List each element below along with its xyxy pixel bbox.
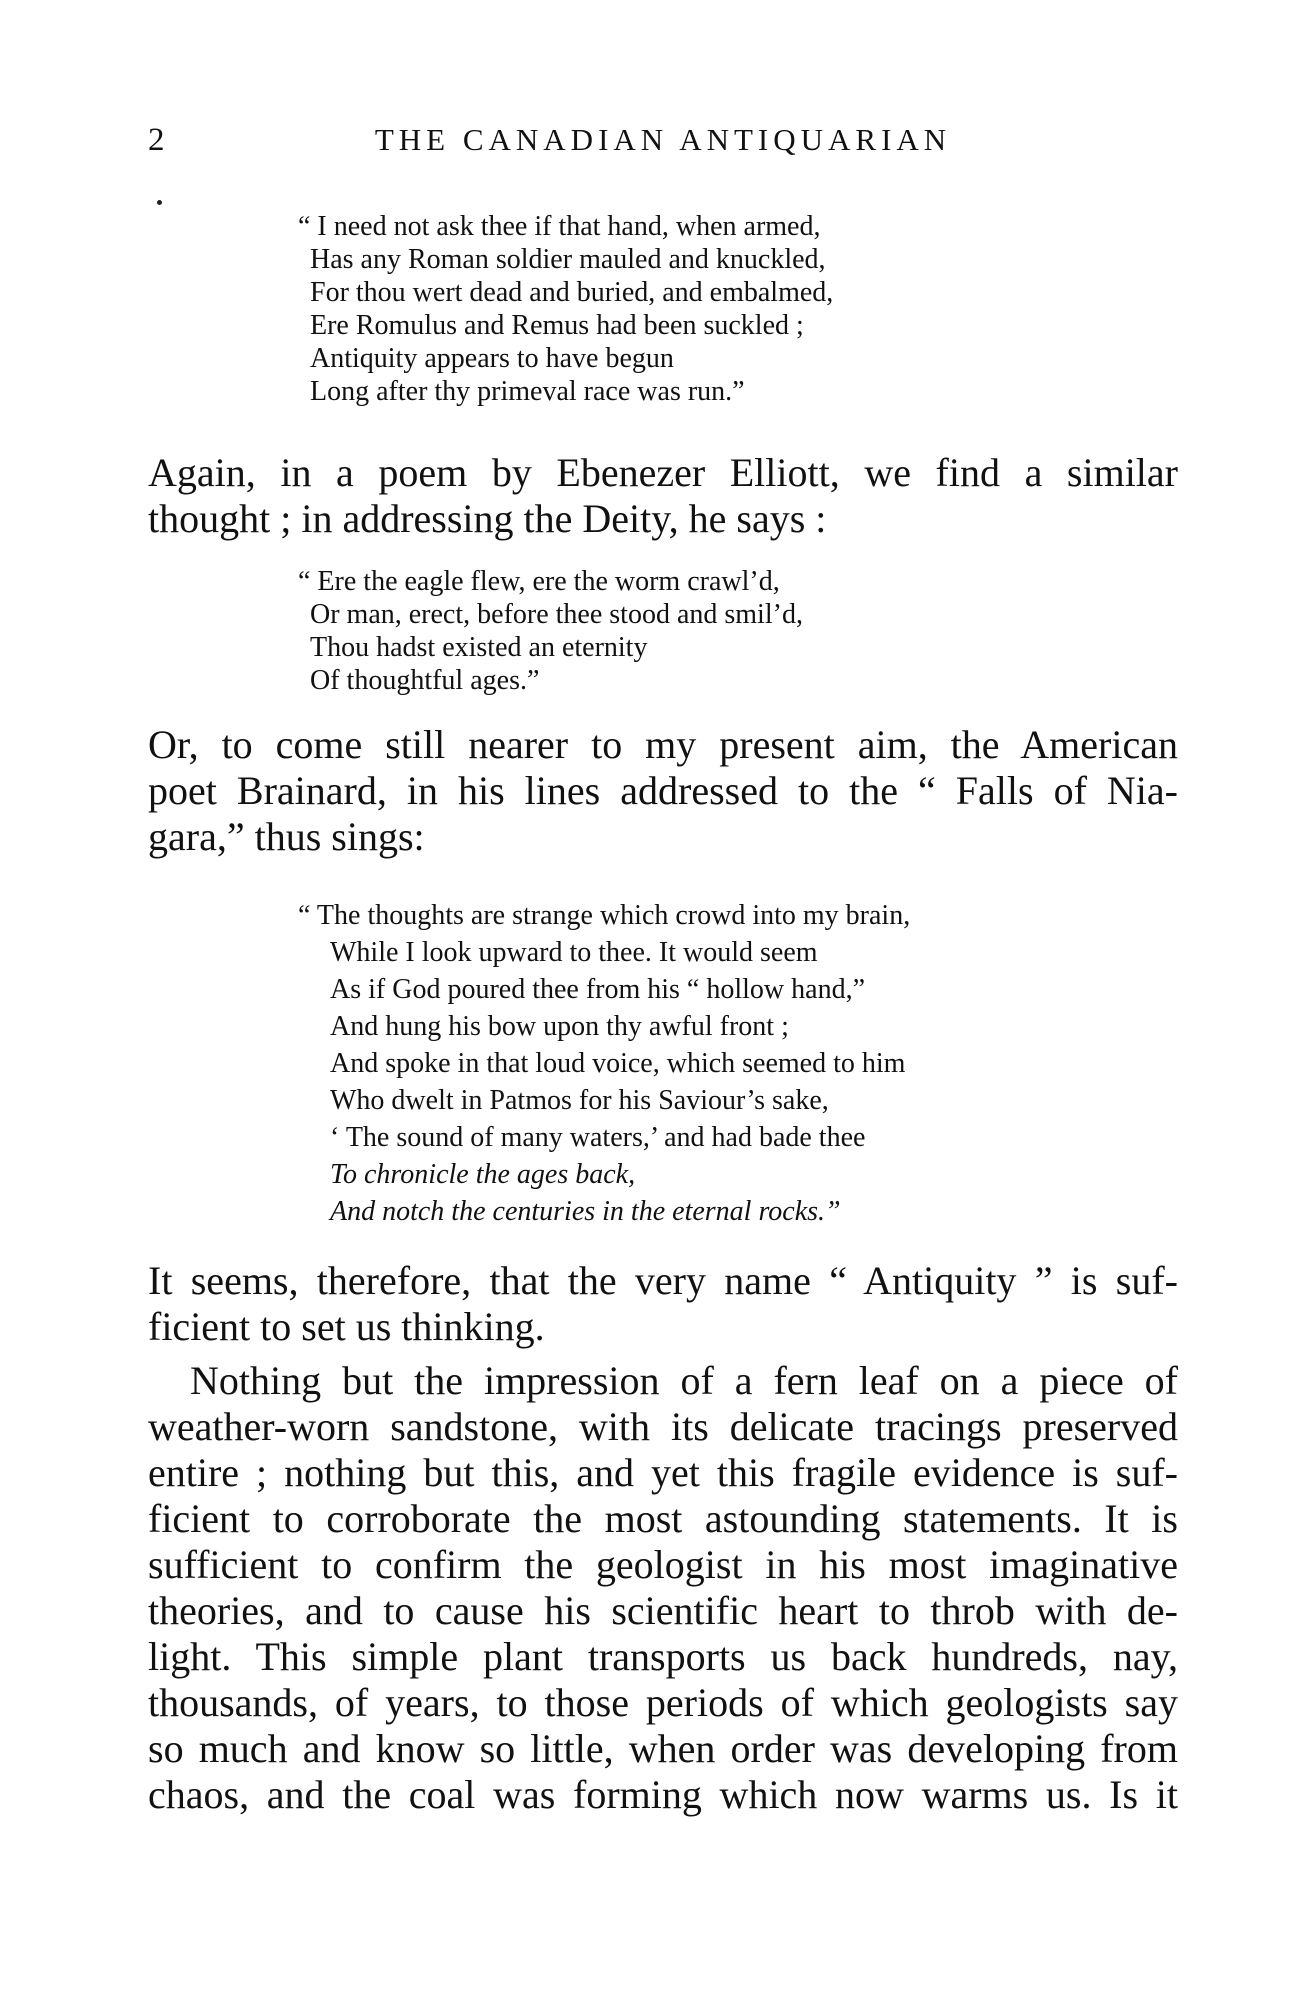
text-line: Nothing but the impression of a fern leaf on a piece of	[190, 1358, 1178, 1403]
verse-line: Has any Roman soldier mauled and knuckled,	[310, 244, 826, 275]
running-head: THE CANADIAN ANTIQUARIAN	[374, 122, 952, 157]
verse-line-italic: To chronicle the ages back,	[330, 1159, 636, 1190]
verse-line: Long after thy primeval race was run.”	[310, 376, 745, 407]
text-line: ficient to set us thinking.	[148, 1304, 545, 1349]
text-line: so much and know so little, when order was developing from	[148, 1726, 1178, 1771]
page-number: 2	[148, 122, 165, 158]
text-line: light. This simple plant transports us back hundreds, nay,	[148, 1634, 1178, 1679]
text-line: It seems, therefore, that the very name “ Antiquity ” is suf-	[148, 1258, 1178, 1303]
page-header	[148, 120, 1178, 160]
print-speck	[157, 200, 162, 205]
text-line: theories, and to cause his scientific heart to throb with de-	[148, 1588, 1178, 1633]
paragraph-elliott-intro	[148, 450, 1178, 542]
verse-line: While I look upward to thee. It would seem	[330, 937, 818, 968]
paragraph-fern-leaf	[148, 1358, 1178, 1818]
verse-line: Or man, erect, before thee stood and smil’d,	[310, 599, 803, 630]
verse-line: And hung his bow upon thy awful front ;	[330, 1011, 789, 1042]
verse-line: “ I need not ask thee if that hand, when armed,	[298, 211, 821, 242]
text-line: poet Brainard, in his lines addressed to the “ Falls of Nia-	[148, 768, 1178, 813]
text-line: weather-worn sandstone, with its delicate tracings preserved	[148, 1404, 1178, 1449]
verse-line: For thou wert dead and buried, and embalmed,	[310, 277, 834, 308]
verse-line: And spoke in that loud voice, which seemed to him	[330, 1048, 906, 1079]
text-line: Or, to come still nearer to my present aim, the American	[148, 722, 1178, 767]
verse-quotation-3	[298, 897, 910, 1230]
text-line: Again, in a poem by Ebenezer Elliott, we find a similar	[148, 450, 1178, 495]
text-line: sufficient to confirm the geologist in his most imaginative	[148, 1542, 1178, 1587]
verse-line: As if God poured thee from his “ hollow hand,”	[330, 974, 865, 1005]
verse-quotation-1	[298, 210, 833, 408]
text-line: gara,” thus sings:	[148, 814, 425, 859]
verse-line: ‘ The sound of many waters,’ and had bade thee	[330, 1122, 866, 1153]
verse-line-italic: And notch the centuries in the eternal rocks.”	[330, 1196, 841, 1227]
text-line: thousands, of years, to those periods of which geologists say	[148, 1680, 1178, 1725]
verse-line: Ere Romulus and Remus had been suckled ;	[310, 310, 804, 341]
verse-line: “ Ere the eagle flew, ere the worm crawl’d,	[298, 566, 780, 597]
paragraph-brainard-intro	[148, 722, 1178, 860]
text-line: ficient to corroborate the most astounding statements. It is	[148, 1496, 1178, 1541]
verse-line: Of thoughtful ages.”	[310, 665, 540, 696]
text-line: chaos, and the coal was forming which now warms us. Is it	[148, 1772, 1178, 1817]
verse-line: Antiquity appears to have begun	[310, 343, 674, 374]
verse-line: Who dwelt in Patmos for his Saviour’s sake,	[330, 1085, 829, 1116]
verse-quotation-2	[298, 565, 803, 697]
verse-line: Thou hadst existed an eternity	[310, 632, 648, 663]
verse-line: “ The thoughts are strange which crowd into my brain,	[298, 900, 911, 931]
text-line: entire ; nothing but this, and yet this fragile evidence is suf-	[148, 1450, 1178, 1495]
text-line: thought ; in addressing the Deity, he says :	[148, 496, 827, 541]
paragraph-antiquity-name	[148, 1258, 1178, 1350]
